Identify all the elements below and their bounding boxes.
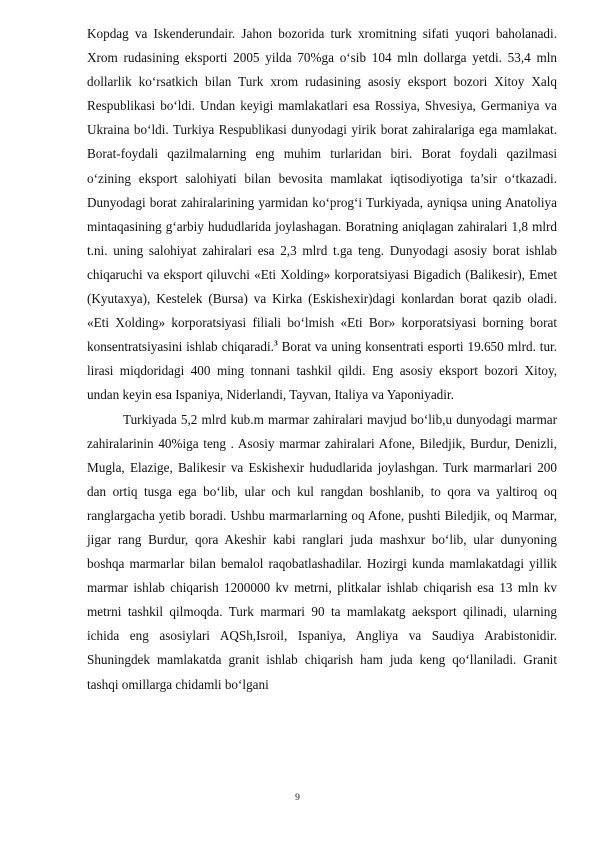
footnote-marker: 3: [273, 338, 278, 348]
paragraph-text: Kopdag va Iskenderundair. Jahon bozorida turk xromitning sifati yuqori baholanadi. Xrom rudasining eksporti 2005 yilda 70%ga o‘sib 104 mln dollarga yetdi. 53,4 mln dollarlik ko‘rsatkich bilan Turk xrom rudasining asosiy eksport bozori Xitoy Xalq Respublikasi bo‘ldi. Undan keyigi mamlakatlari esa Rossiya, Shvesiya, Germaniya va Ukraina bo‘ldi. Turkiya Respublikasi dunyodagi yirik borat zahiralariga ega mamlakat. Borat-foydali qazilmalarning eng muhim turlaridan biri. Borat foydali qazilmasi o‘zining eksport salohiyati bilan bevosita mamlakat iqtisodiyotiga ta’sir o‘tkazadi. Dunyodagi borat zahiralarining yarmidan ko‘prog‘i Turkiyada, ayniqsa uning Anatoliya mintaqasining g‘arbiy hududlarida joylashagan. Boratning aniqlagan zahiralari 1,8 mlrd t.ni. uning salohiyat zahiralari esa 2,3 mlrd t.ga teng. Dunyodagi asosiy borat ishlab chiqaruchi va eksport qiluvchi «Eti Xolding» korporatsiyasi Bigadich (Balikesir), Emet (Kyutaxya), Kestelek (Bursa) va Kirka (Eskishexir)dagi konlardan borat qazib oladi. «Eti Xolding» korporatsiyasi filiali bo‘lmish «Eti Bor» korporatsiyasi borning borat konsentratsiyasini ishlab chiqaradi.: [87, 26, 557, 355]
body-text: [87, 22, 557, 697]
paragraph-text-continued: Borat va uning konsentrati esporti 19.650 mlrd. tur. lirasi miqdoridagi 400 ming tonnani tashkil qildi. Eng asosiy eksport bozori Xitoy, undan keyin esa Ispaniya, Niderlandi, Tayvan, Italiya va Yaponiyadir.: [87, 339, 557, 403]
paragraph-marble: Turkiyada 5,2 mlrd kub.m marmar zahiralari mavjud bo‘lib,u dunyodagi marmar zahiralarinin 40%iga teng . Asosiy marmar zahiralari Afone, Biledjik, Burdur, Denizli, Mugla, Elazige, Balikesir va Eskishexir hududlarida joylashgan. Turk marmarlari 200 dan ortiq tusga ega bo‘lib, ular och kul rangdan boshlanib, to qora va yaltiroq oq ranglargacha yetib boradi. Ushbu marmarlarning oq Afone, pushti Biledjik, oq Marmar, jigar rang Burdur, qora Akeshir kabi ranglari juda mashxur bo‘lib, ular dunyoning boshqa marmarlar bilan bemalol raqobatlashadilar. Hozirgi kunda mamlakatdagi yillik marmar ishlab chiqarish 1200000 kv metrni, plitkalar ishlab chiqarish esa 13 mln kv metrni tashkil qilmoqda. Turk marmari 90 ta mamlakatg aeksport qilinadi, ularning ichida eng asosiylari AQSh,Isroil, Ispaniya, Angliya va Saudiya Arabistonidir. Shuningdek mamlakatda granit ishlab chiqarish ham juda keng qo‘llaniladi. Granit tashqi omillarga chidamli bo‘lgani: [87, 411, 557, 692]
paragraph-boron-chromium: [87, 22, 557, 408]
page-number: 9: [295, 793, 300, 803]
